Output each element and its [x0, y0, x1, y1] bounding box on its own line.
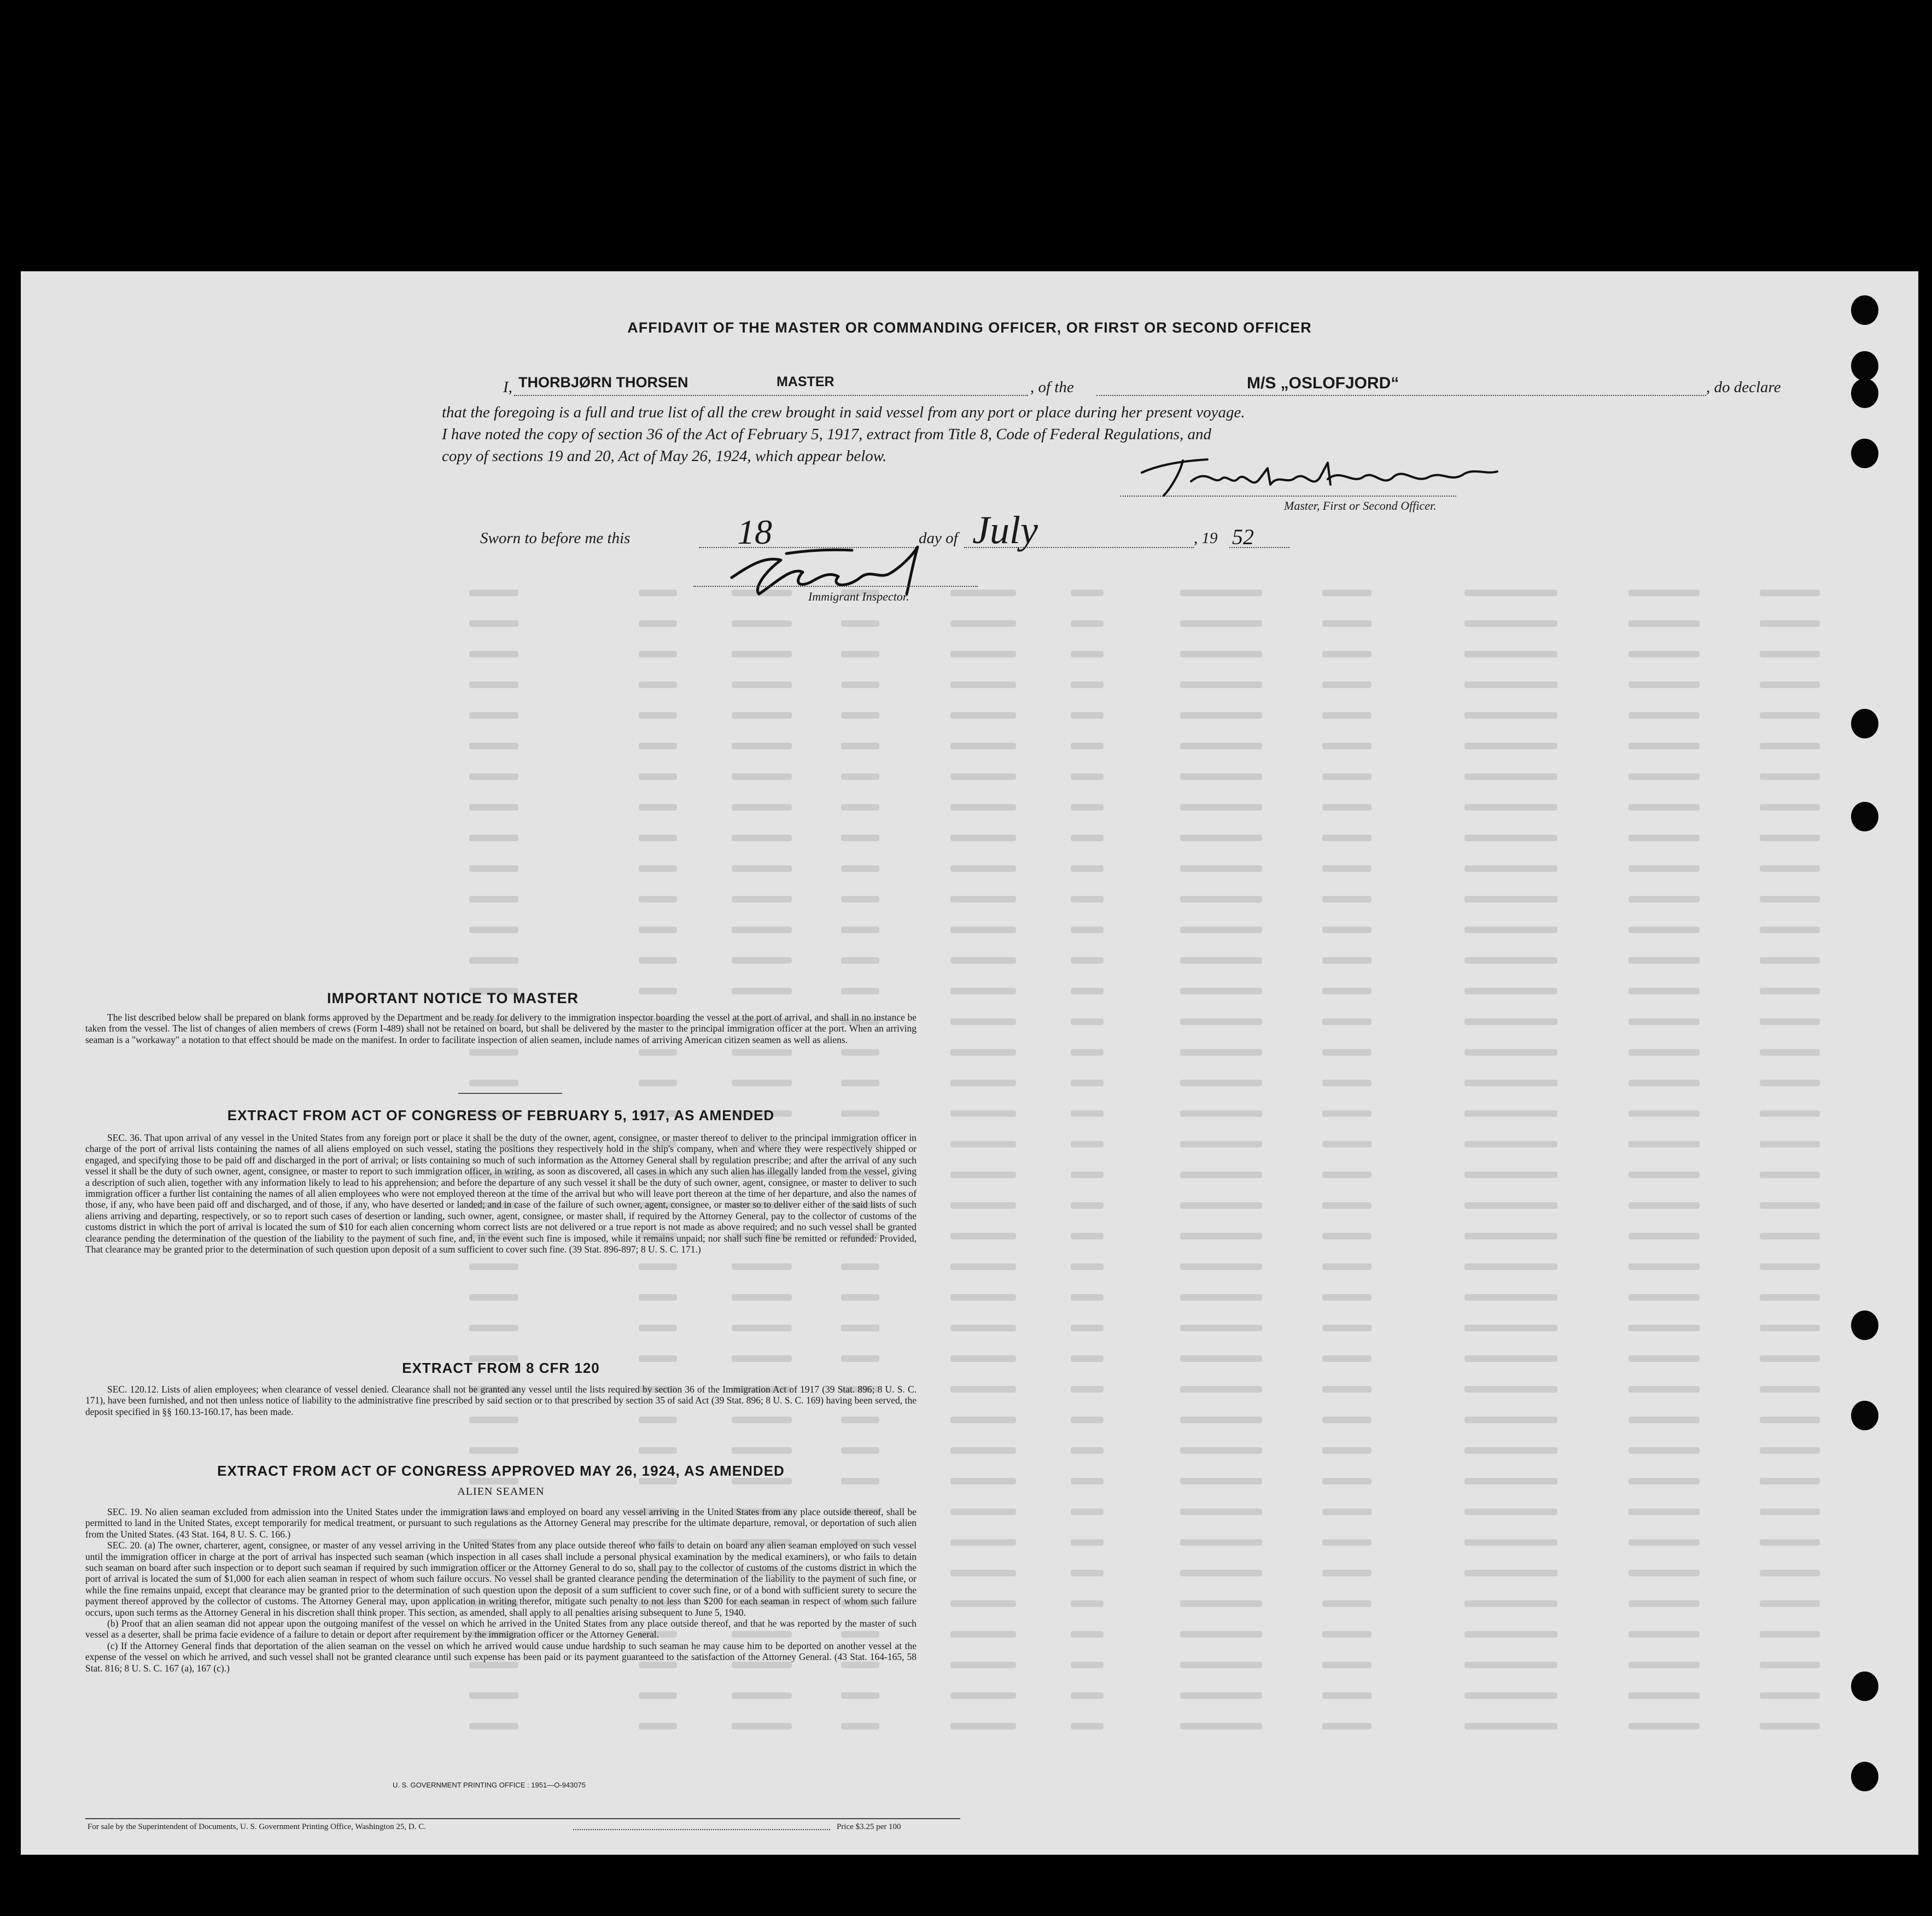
bleed-through-row	[425, 1323, 1858, 1333]
punch-hole	[1851, 351, 1878, 381]
bleed-through-row	[425, 771, 1858, 782]
affidavit-prefix: I,	[503, 378, 512, 396]
bleed-through-row	[425, 1078, 1858, 1088]
master-rank: MASTER	[777, 374, 834, 389]
master-signature-line	[1120, 496, 1456, 497]
extract-1917-title: EXTRACT FROM ACT OF CONGRESS OF FEBRUARY 5, 1917, AS AMENDED	[227, 1107, 775, 1123]
extract-cfr-text	[85, 1384, 917, 1417]
master-name: THORBJØRN THORSEN	[518, 374, 688, 391]
bleed-through-row	[425, 894, 1858, 905]
affidavit-body-2: I have noted the copy of section 36 of the Act of February 5, 1917, extract from Title 8, Code of Federal Regulations, and	[442, 426, 1212, 443]
affidavit-declaration-line	[481, 374, 1816, 400]
sec19-paragraph: SEC. 19. No alien seaman excluded from admission into the United States under the immigration laws and employed on board any vessel arriving in the United States from any place outside thereof, shall be permitted to land in the United States, except temporarily for medical treatment, or pursuant to such regulations as the Attorney General may prescribe for the ultimate departure, removal, or deportation of such alien from the United States. (43 Stat. 164, 8 U. S. C. 166.)	[85, 1506, 917, 1540]
sec120-paragraph: SEC. 120.12. Lists of alien employees; when clearance of vessel denied. Clearance shall not be granted any vessel until the lists required by section 36 of the Immigration Act of 1917 (39 Stat. 896; 8 U. S. C. 171), have been furnished, and not then unless notice of liability to the administrative fine prescribed by said section or to that prescribed by section 35 of said Act (39 Stat. 896; 8 U. S. C. 169) having been served, the deposit specified in §§ 160.13-160.17, has been made.	[85, 1384, 917, 1417]
footer-dots	[573, 1829, 830, 1830]
footer-right: Price $3.25 per 100	[837, 1822, 901, 1831]
bleed-through-row	[425, 741, 1858, 752]
bleed-through-row	[425, 1047, 1858, 1058]
extract-1924-subtitle: ALIEN SEAMEN	[457, 1486, 545, 1498]
extract-1924-text	[85, 1506, 917, 1674]
bleed-through-row	[425, 587, 1858, 598]
bleed-through-row	[425, 832, 1858, 843]
sworn-prefix: Sworn to before me this	[480, 529, 631, 547]
punch-hole	[1851, 439, 1878, 468]
vessel-fill-line	[1096, 395, 1706, 396]
inspector-signature-line	[693, 586, 978, 587]
bleed-through-row	[425, 649, 1858, 660]
bleed-through-row	[425, 1721, 1858, 1732]
do-declare-label: , do declare	[1706, 378, 1781, 396]
bleed-through-row	[425, 802, 1858, 813]
printing-office-line: U. S. GOVERNMENT PRINTING OFFICE : 1951—O-943075	[393, 1781, 586, 1789]
bleed-through-row	[425, 710, 1858, 721]
bleed-through-row	[425, 1261, 1858, 1272]
bleed-through-row	[425, 863, 1858, 874]
vessel-name: M/S „OSLOFJORD“	[1247, 374, 1399, 392]
notice-title: IMPORTANT NOTICE TO MASTER	[327, 990, 579, 1006]
name-fill-line	[514, 395, 1028, 396]
extract-cfr-title: EXTRACT FROM 8 CFR 120	[402, 1360, 600, 1376]
notice-paragraph: The list described below shall be prepared on blank forms approved by the Department and be ready for delivery to the immigration inspector boarding the vessel at the port of arrival, and shall in no instance be taken from the vessel. The list of changes of alien members of crews (Form I-489) shall not be retained on board, but shall be delivered by the master to the principal immigration officer at the port. When an arriving seaman is a "workaway" a notation to that effect should be made on the manifest. In order to facilitate inspection of alien seamen, include names of arriving American citizen seamen as well as aliens.	[85, 1012, 917, 1045]
notice-divider	[458, 1093, 562, 1094]
punch-hole	[1851, 378, 1878, 408]
extract-1917-text	[85, 1132, 917, 1255]
sworn-year: 52	[1232, 525, 1254, 549]
year-prefix: , 19	[1194, 529, 1218, 547]
bleed-through-row	[425, 924, 1858, 935]
sworn-month: July	[972, 508, 1038, 552]
bleed-through-row	[425, 1445, 1858, 1456]
affidavit-body-3: copy of sections 19 and 20, Act of May 26, 1924, which appear below.	[442, 447, 887, 465]
punch-hole	[1851, 1762, 1878, 1791]
extract-1924-title: EXTRACT FROM ACT OF CONGRESS APPROVED MAY 26, 1924, AS AMENDED	[217, 1463, 785, 1479]
of-the-label: , of the	[1030, 378, 1074, 396]
form-page	[21, 271, 1918, 1855]
sec20a-paragraph: SEC. 20. (a) The owner, charterer, agent, consignee, or master of any vessel arriving in the United States from any place outside thereof who fails to detain on board any alien seaman employed on such vessel until the immigration officer in charge at the port of arrival has inspected such seaman (which inspection in all cases shall include a personal physical examination by the medical examiners), or who fails to detain such seaman on board after such inspection or to deport such seaman if required by such immigration officer or the Attorney General to do so, shall pay to the collector of customs of the customs district in which the port of arrival is located the sum of $1,000 for each alien seaman in respect of whom such failure occurs. No vessel shall be granted clearance pending the determination of the liability to the payment of such fine, or while the fine remains unpaid, except that clearance may be granted prior to the determination of such question upon the deposit of a sum sufficient to cover such fine, or of a bond with sufficient surety to secure the payment thereof approved by the collector of customs. The Attorney General may, upon application in writing therefor, mitigate such penalty to not less than $200 for each seaman in respect of whom such failure occurs, upon such terms as the Attorney General in his discretion shall think proper. This section, as amended, shall apply to all penalties arising subsequent to June 5, 1940.	[85, 1540, 917, 1618]
footer-rule	[85, 1818, 960, 1819]
bleed-through-row	[425, 618, 1858, 629]
bleed-through-row	[425, 1690, 1858, 1701]
sec20b-paragraph: (b) Proof that an alien seaman did not appear upon the outgoing manifest of the vessel on which he arrived in the United States from any place outside thereof, and that he was reported by the master of such vessel as a deserter, shall be prima facie evidence of a failure to detain or deport after requirement by the immigration officer or the Attorney General.	[85, 1618, 917, 1640]
day-of-label: day of	[919, 529, 958, 547]
affidavit-body-1: that the foregoing is a full and true list of all the crew brought in said vessel from any port or place during her present voyage.	[442, 404, 1245, 421]
sec20c-paragraph: (c) If the Attorney General finds that deportation of the alien seaman on the vessel on which he arrived would cause undue hardship to such seaman he may cause him to be deported on another vessel at the expense of the vessel on which he arrived, and such vessel shall not be granted clearance until such expense has been paid or its payment guaranteed to the satisfaction of the Attorney General. (43 Stat. 164-165, 58 Stat. 816; 8 U. S. C. 167 (a), 167 (c).)	[85, 1640, 917, 1674]
bleed-through-row	[425, 955, 1858, 966]
bleed-through-row	[425, 679, 1858, 690]
footer-left: For sale by the Superintendent of Documents, U. S. Government Printing Office, Washington 25, D. C.	[87, 1822, 426, 1831]
sworn-day: 18	[737, 513, 772, 551]
sec36-paragraph: SEC. 36. That upon arrival of any vessel in the United States from any foreign port or place it shall be the duty of the owner, agent, consignee, or master thereof to deliver to the principal immigration officer in charge of the port of arrival lists containing the names of all aliens employed on such vessel, stating the positions they respectively hold in the ship's company, when and where they were respectively shipped or engaged, and specifying those to be paid off and discharged in the port of arrival; or lists containing so much of such information as the Attorney General shall by regulation prescribe; and after the arrival of any such vessel it shall be the duty of such owner, agent, consignee, or master to report to such immigration officer, in writing, as soon as discovered, all cases in which any such alien has illegally landed from the vessel, giving a description of such alien, together with any information likely to lead to his apprehension; and before the departure of any such vessel it shall be the duty of such owner, agent, consignee, or master to deliver to such immigration officer a further list containing the names of all alien employees who were not employed thereon at the time of the arrival but who will leave port thereon at the time of her departure, and also the names of those, if any, who have been paid off and discharged, and of those, if any, who have deserted or landed; and in case of the failure of such owner, agent, consignee, or master so to deliver either of the said lists of such aliens arriving and departing, respectively, or so to report such cases of desertion or landing, such owner, agent, consignee, or master shall, if required by the Attorney General, pay to the collector of customs of the customs district in which the port of arrival is located the sum of $10 for each alien concerning whom correct lists are not delivered or a true report is not made as above required; and no such vessel shall be granted clearance pending the determination of the question of the liability to the payment of such fine, and, in the event such fine is imposed, while it remains unpaid; nor shall such fine be remitted or refunded: Provided, That clearance may be granted prior to the determination of such question upon deposit of a sum sufficient to cover such fine. (39 Stat. 896-897; 8 U. S. C. 171.)	[85, 1132, 917, 1255]
notice-text	[85, 1012, 917, 1045]
inspector-caption: Immigrant Inspector.	[808, 590, 909, 603]
affidavit-title: AFFIDAVIT OF THE MASTER OR COMMANDING OFFICER, OR FIRST OR SECOND OFFICER	[627, 319, 1312, 336]
bleed-through-row	[425, 1292, 1858, 1303]
master-caption: Master, First or Second Officer.	[1284, 499, 1437, 513]
